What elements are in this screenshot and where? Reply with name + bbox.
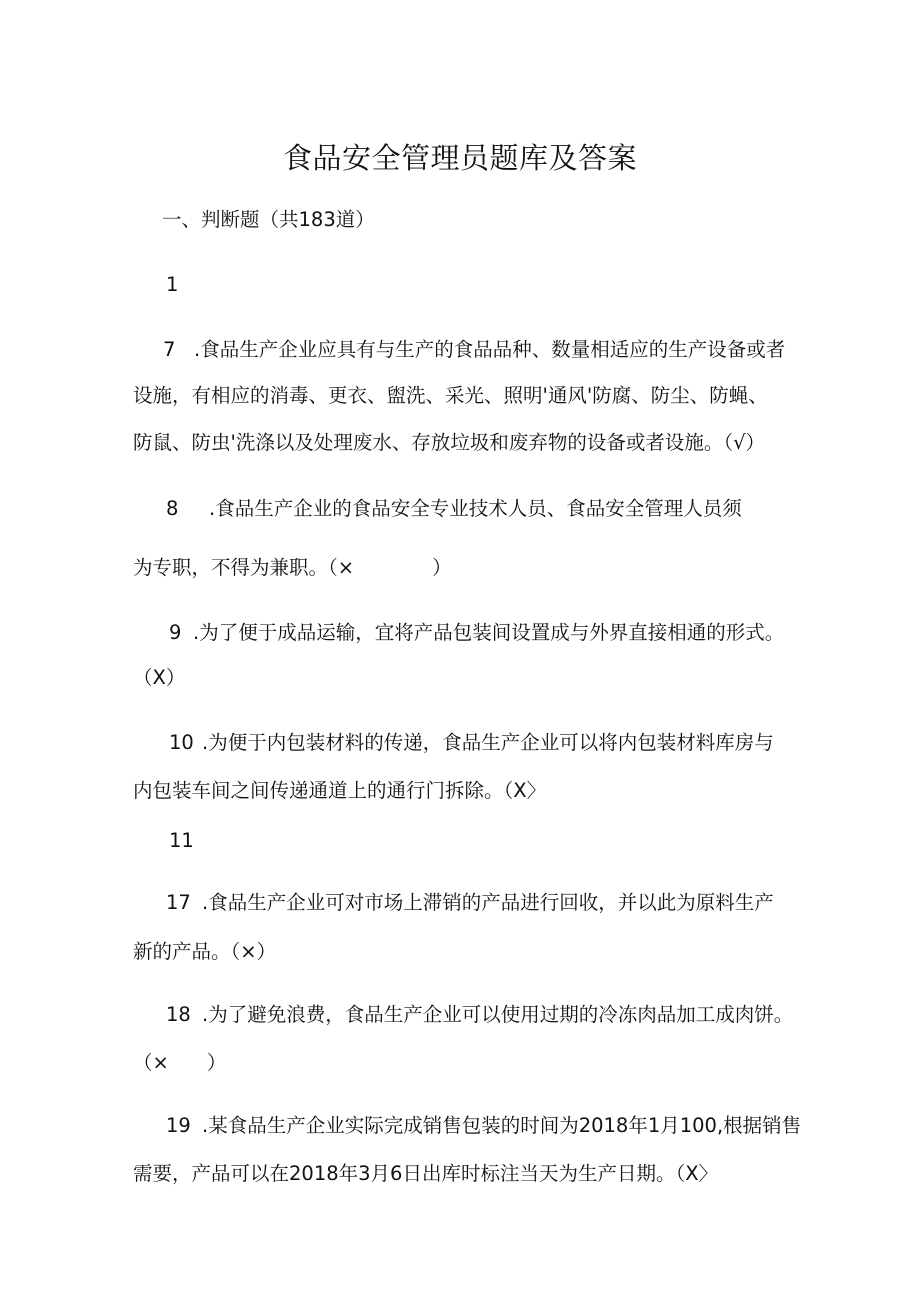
question-8-line-2: [133, 553, 452, 583]
question-19-line-2: 需要，产品可以在2018年3月6日出库时标注当天为生产日期。（X〉: [133, 1162, 719, 1185]
question-number: 17: [166, 891, 191, 914]
question-text: .食品生产企业的食品安全专业技术人员、食品安全管理人员须: [209, 497, 742, 520]
question-number: 8: [166, 497, 179, 520]
question-10: [169, 728, 774, 758]
question-number: 7: [163, 338, 176, 361]
question-text: .为便于内包装材料的传递，食品生产企业可以将内包装材料库房与: [202, 731, 774, 754]
question-7-line-3: 防鼠、防虫'洗涤以及处理废水、存放垃圾和废弃物的设备或者设施。（√）: [133, 431, 766, 454]
answer-close: ）: [432, 556, 452, 579]
question-text: .为了避免浪费，食品生产企业可以使用过期的冷冻肉品加工成肉饼。: [202, 1003, 794, 1026]
question-number: 10: [169, 731, 194, 754]
answer-close: ）: [206, 1051, 227, 1074]
question-number: 19: [166, 1114, 191, 1137]
question-number: 9: [169, 621, 182, 644]
question-17-line-2: 新的产品。（×）: [133, 940, 277, 963]
question-17: [166, 888, 774, 918]
question-18-line-2: [133, 1048, 226, 1078]
question-text: .食品生产企业可对市场上滞销的产品进行回收，并以此为原料生产: [202, 891, 774, 914]
question-9: [169, 618, 784, 648]
question-number: 18: [166, 1003, 191, 1026]
section-heading: 一、判断题（共183道）: [162, 208, 375, 231]
page-title: 食品安全管理员题库及答案: [282, 141, 637, 175]
question-text: .某食品生产企业实际完成销售包装的时间为2018年1月100,根据销售: [202, 1114, 802, 1137]
question-text: （×: [133, 1051, 169, 1074]
question-11-number: 11: [169, 829, 194, 852]
question-text: 为专职，不得为兼职。（×: [133, 556, 355, 579]
question-1-number: 1: [166, 273, 179, 296]
question-7-line-2: 设施，有相应的消毒、更衣、盥洗、采光、照明'通风'防腐、防尘、防蝇、: [133, 384, 768, 407]
question-19: [166, 1111, 801, 1141]
question-8: [166, 494, 742, 524]
question-10-line-2: 内包装车间之间传递通道上的通行门拆除。（X〉: [133, 779, 547, 802]
question-9-line-2: （X）: [133, 666, 186, 689]
question-text: .为了便于成品运输，宜将产品包装间设置成与外界直接相通的形式。: [193, 621, 785, 644]
question-7: [163, 335, 785, 365]
question-18: [166, 1000, 793, 1030]
question-text: .食品生产企业应具有与生产的食品品种、数量相适应的生产设备或者: [194, 338, 786, 361]
